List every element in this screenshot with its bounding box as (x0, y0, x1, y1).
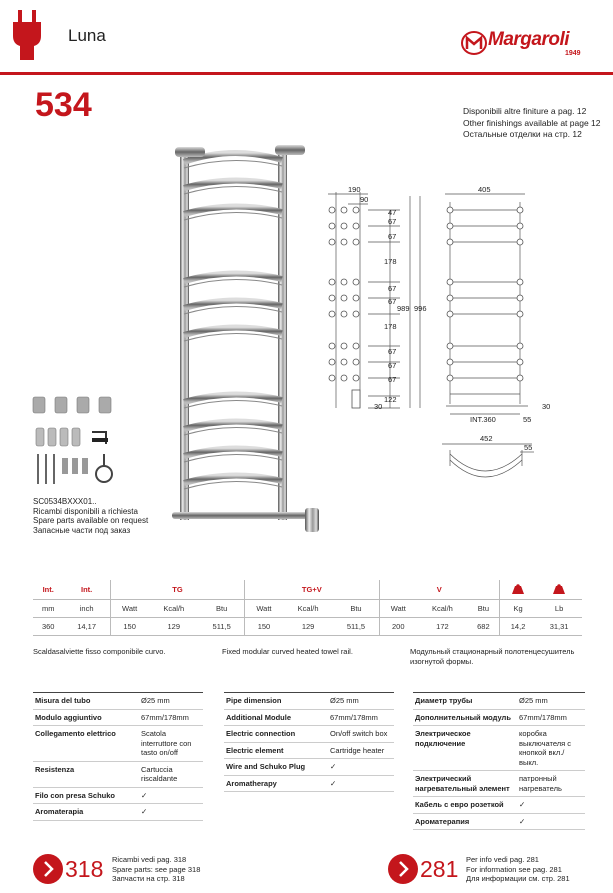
model-number: 534 (35, 86, 92, 124)
dim-996: 996 (414, 304, 427, 313)
feature-key: Pipe dimension (224, 693, 328, 710)
arrow-right-icon (33, 854, 63, 884)
feature-value: 67mm/178mm (139, 709, 203, 726)
dim-67e: 67 (388, 347, 397, 356)
feature-value: Cartridge heater (328, 742, 394, 759)
feature-value: патронный нагреватель (517, 771, 585, 797)
feature-key: Wire and Schuko Plug (224, 759, 328, 776)
margaroli-logo-icon (461, 30, 487, 56)
group-tg: TG (110, 580, 244, 600)
dim-67b: 67 (388, 232, 397, 241)
value-cell: 14,2 (499, 618, 536, 636)
plug-icon (10, 10, 44, 60)
feature-key: Кабель с евро розеткой (413, 797, 517, 814)
page-number: 281 (420, 856, 459, 882)
group-int-mm: Int. (33, 580, 63, 600)
brand-name: Margaroli (488, 29, 570, 50)
feature-key: Misura del tubo (33, 693, 139, 710)
arrow-right-icon (388, 854, 418, 884)
dim-67f: 67 (388, 361, 397, 370)
table-row (224, 709, 394, 726)
page-reference (112, 855, 252, 884)
table-row (33, 787, 203, 804)
feature-key: Collegamento elettrico (33, 726, 139, 762)
feature-value: Scatola interruttore con tasto on/off (139, 726, 203, 762)
table-value-row (33, 618, 582, 636)
feature-value: ✓ (517, 813, 585, 830)
dim-989: 989 (397, 304, 410, 313)
unit-cell: mm (33, 600, 63, 618)
unit-cell: Lb (536, 600, 582, 618)
value-cell: 682 (468, 618, 500, 636)
table-row (224, 742, 394, 759)
feature-key: Filo con presa Schuko (33, 787, 139, 804)
feature-key: Электрическое подключение (413, 726, 517, 771)
feature-key: Electric element (224, 742, 328, 759)
feature-value: Cartuccia riscaldante (139, 761, 203, 787)
description-en: Fixed modular curved heated towel rail. (222, 647, 353, 656)
towel-rail-photo (160, 120, 330, 540)
unit-cell: Watt (110, 600, 148, 618)
ref-line-en: For information see pag. 281 (466, 864, 562, 874)
feature-value: ✓ (139, 804, 203, 821)
page-number: 318 (65, 856, 104, 882)
value-cell: 31,31 (536, 618, 582, 636)
group-int-inch: Int. (63, 580, 110, 600)
ref-line-ru: Для информации см. стр. 281 (466, 874, 570, 883)
feature-key: Aromatherapy (224, 775, 328, 792)
spare-parts-line-it: Ricambi disponibili a richiesta (33, 506, 138, 516)
value-cell: 172 (417, 618, 468, 636)
header-divider (0, 72, 613, 75)
table-row (33, 693, 203, 710)
feature-value: ✓ (517, 797, 585, 814)
table-row (33, 709, 203, 726)
dim-122: 122 (384, 395, 397, 404)
description-it: Scaldasalviette fisso componibile curvo. (33, 647, 166, 656)
dim-int360: INT.360 (470, 415, 496, 424)
dim-67c: 67 (388, 284, 397, 293)
feature-value: ✓ (328, 775, 394, 792)
table-row (413, 797, 585, 814)
value-cell: 129 (283, 618, 334, 636)
feature-value: Ø25 mm (328, 693, 394, 710)
feature-key: Дополнительный модуль (413, 709, 517, 726)
spare-parts-line-ru: Запасные части под заказ (33, 525, 131, 535)
weight-lb-icon (536, 580, 582, 600)
feature-key: Ароматерапия (413, 813, 517, 830)
table-unit-row (33, 600, 582, 618)
table-row (224, 693, 394, 710)
table-row (224, 726, 394, 743)
feature-value: коробка выключателя с кнопкой вкл./выкл. (517, 726, 585, 771)
dim-55-front: 55 (523, 415, 532, 424)
value-cell: 511,5 (199, 618, 245, 636)
dim-190: 190 (348, 185, 361, 194)
feature-key: Resistenza (33, 761, 139, 787)
technical-drawing (320, 182, 590, 492)
value-cell: 511,5 (333, 618, 379, 636)
table-row (413, 771, 585, 797)
dim-178a: 178 (384, 257, 397, 266)
dim-452: 452 (480, 434, 493, 443)
description-ru: Модульный стационарный полотенцесушитель изогнутой формы. (410, 647, 575, 666)
table-row (224, 759, 394, 776)
spare-parts-line-en: Spare parts available on request (33, 516, 149, 525)
dim-178b: 178 (384, 322, 397, 331)
brand-year: 1949 (565, 50, 581, 57)
table-row (413, 726, 585, 771)
feature-key: Электрический нагревательный элемент (413, 771, 517, 797)
unit-cell: Btu (199, 600, 245, 618)
feature-key: Electric connection (224, 726, 328, 743)
finishes-note (463, 106, 601, 141)
feature-key: Modulo aggiuntivo (33, 709, 139, 726)
unit-cell: Watt (379, 600, 417, 618)
dim-30-side: 30 (374, 402, 383, 411)
unit-cell: Kg (499, 600, 536, 618)
dim-55-top: 55 (524, 443, 533, 452)
ref-line-ru: Запчасти на стр. 318 (112, 874, 185, 883)
group-v: V (379, 580, 499, 600)
unit-cell: Watt (245, 600, 283, 618)
unit-cell: inch (63, 600, 110, 618)
unit-cell: Kcal/h (283, 600, 334, 618)
finish-line-en: Other finishings available at page 12 (463, 117, 601, 128)
value-cell: 129 (148, 618, 199, 636)
ref-line-en: Spare parts: see page 318 (112, 864, 201, 874)
accessories-photo (28, 392, 128, 492)
table-row (413, 813, 585, 830)
dim-30-front: 30 (542, 402, 551, 411)
dim-90: 90 (360, 195, 369, 204)
value-cell: 150 (110, 618, 148, 636)
dim-47: 47 (388, 208, 397, 217)
group-tgv: TG+V (245, 580, 379, 600)
value-cell: 200 (379, 618, 417, 636)
table-row (33, 804, 203, 821)
value-cell: 360 (33, 618, 63, 636)
unit-cell: Btu (468, 600, 500, 618)
ref-line-it: Per info vedi pag. 281 (466, 855, 539, 864)
finish-line-ru: Остальные отделки на стр. 12 (463, 129, 582, 139)
dim-67a: 67 (388, 217, 397, 226)
features-table-it (33, 692, 203, 821)
finish-line-it: Disponibili altre finiture a pag. 12 (463, 106, 587, 116)
unit-cell: Btu (333, 600, 379, 618)
features-table-ru (413, 692, 585, 830)
feature-value: 67mm/178mm (328, 709, 394, 726)
unit-cell: Kcal/h (148, 600, 199, 618)
table-row (33, 761, 203, 787)
weight-kg-icon (499, 580, 536, 600)
feature-value: Ø25 mm (139, 693, 203, 710)
dim-67d: 67 (388, 297, 397, 306)
series-name: Luna (68, 26, 106, 45)
feature-value: ✓ (139, 787, 203, 804)
value-cell: 150 (245, 618, 283, 636)
dim-405: 405 (478, 185, 491, 194)
feature-key: Диаметр трубы (413, 693, 517, 710)
dim-67g: 67 (388, 375, 397, 384)
spare-parts-code: SC0534BXXX01.. (33, 497, 97, 506)
feature-value: ✓ (328, 759, 394, 776)
feature-key: Additional Module (224, 709, 328, 726)
value-cell: 14,17 (63, 618, 110, 636)
table-group-row (33, 580, 582, 600)
table-row (413, 693, 585, 710)
feature-value: Ø25 mm (517, 693, 585, 710)
table-row (224, 775, 394, 792)
spec-table (33, 580, 582, 636)
features-table-en (224, 692, 394, 792)
table-row (33, 726, 203, 762)
page-reference (466, 855, 606, 884)
table-row (413, 709, 585, 726)
spare-parts-note (33, 497, 148, 535)
unit-cell: Kcal/h (417, 600, 468, 618)
feature-value: On/off switch box (328, 726, 394, 743)
ref-line-it: Ricambi vedi pag. 318 (112, 855, 187, 864)
feature-value: 67mm/178mm (517, 709, 585, 726)
feature-key: Aromaterapia (33, 804, 139, 821)
